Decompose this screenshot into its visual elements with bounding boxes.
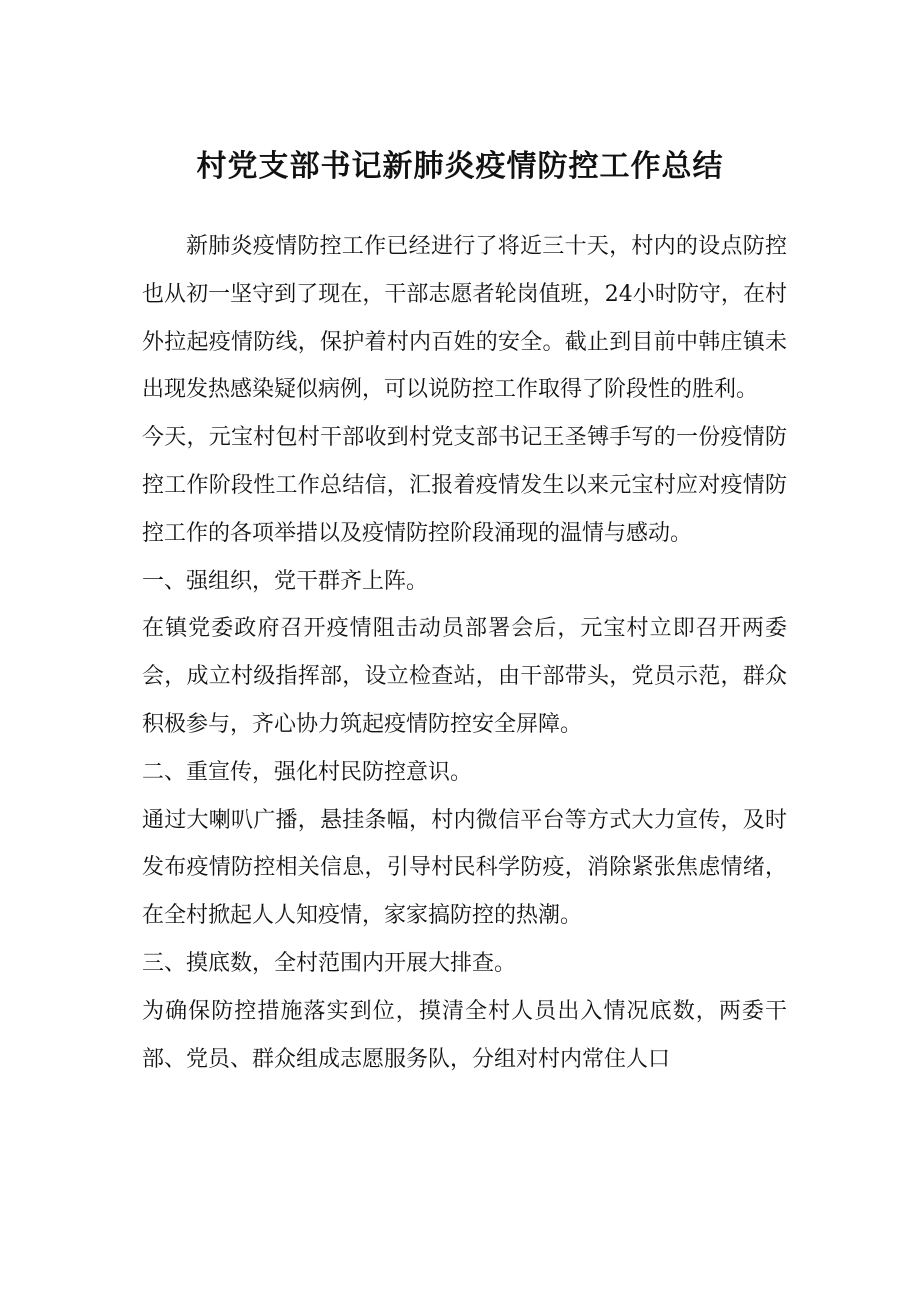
intro-paragraph: 新肺炎疫情防控工作已经进行了将近三十天，村内的设点防控也从初一坚守到了现在，干部志愿者轮岗值班，24小时防守，在村外拉起疫情防线，保护着村内百姓的安全。截止到目前中韩庄镇未出现发热感染疑似病例，可以说防控工作取得了阶段性的胜利。 bbox=[142, 234, 787, 403]
document-body bbox=[142, 223, 787, 1083]
organization-paragraph: 在镇党委政府召开疫情阻击动员部署会后，元宝村立即召开两委会，成立村级指挥部，设立检查站，由干部带头，党员示范，群众积极参与，齐心协力筑起疫情防控安全屏障。 bbox=[142, 616, 787, 737]
document-title: 村党支部书记新肺炎疫情防控工作总结 bbox=[196, 149, 724, 184]
investigation-paragraph: 为确保防控措施落实到位，摸清全村人员出入情况底数，两委干部、党员、群众组成志愿服务队，分组对村内常住人口 bbox=[142, 998, 787, 1072]
section-heading-organization: 一、强组织，党干群齐上阵。 bbox=[142, 568, 429, 594]
section-heading-publicity: 二、重宣传，强化村民防控意识。 bbox=[142, 759, 473, 785]
summary-letter-paragraph: 今天，元宝村包村干部收到村党支部书记王圣镈手写的一份疫情防控工作阶段性工作总结信，汇报着疫情发生以来元宝村应对疫情防控工作的各项举措以及疫情防控阶段涌现的温情与感动。 bbox=[142, 425, 787, 546]
section-heading-investigation: 三、摸底数，全村范围内开展大排查。 bbox=[142, 950, 517, 976]
publicity-paragraph: 通过大喇叭广播，悬挂条幅，村内微信平台等方式大力宣传，及时发布疫情防控相关信息，引导村民科学防疫，消除紧张焦虑情绪，在全村掀起人人知疫情，家家搞防控的热潮。 bbox=[142, 807, 787, 929]
